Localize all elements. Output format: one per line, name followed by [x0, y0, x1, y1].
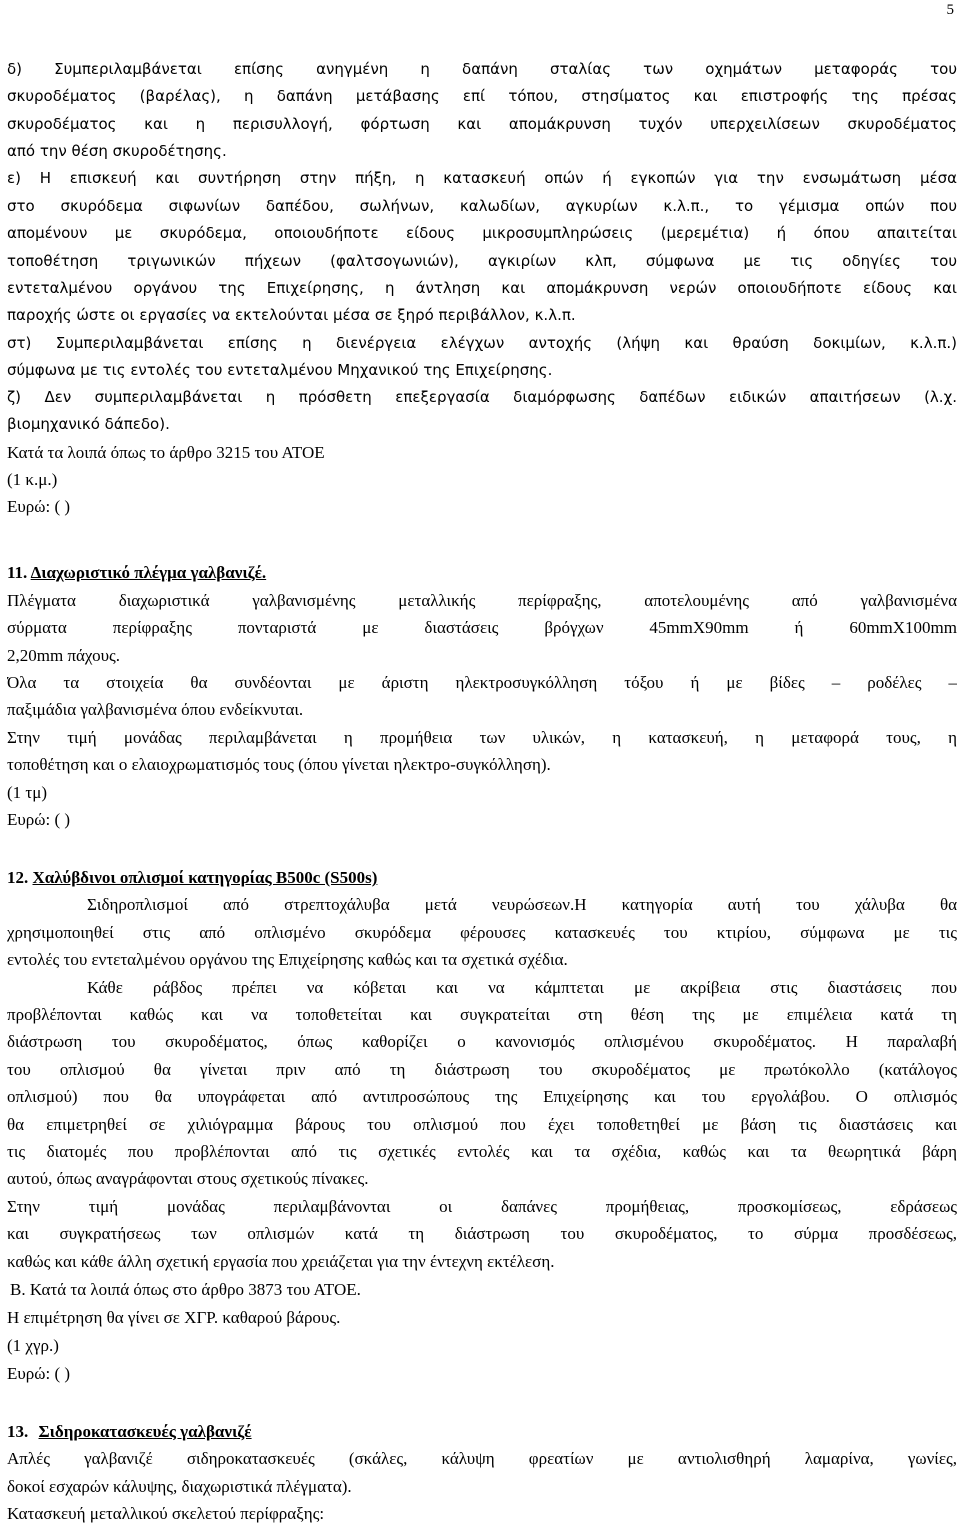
text-line: Στην τιμή μονάδας περιλαμβάνεται η προμήθεια των υλικών, η κατασκευή, η μεταφορά τους, η — [7, 728, 957, 747]
text-line: προβλέπονται καθώς και να τοποθετείται και συγκρατείται στη θέση της με επιμέλεια κατά τη — [7, 1005, 957, 1024]
price-line — [7, 807, 957, 832]
text-line: Όλα τα στοιχεία θα συνδέονται με άριστη ηλεκτροσυγκόλληση τόξου ή με βίδες – ροδέλες – — [7, 673, 957, 692]
section-number: 13. — [7, 1422, 29, 1441]
price-paren-open: ( — [54, 810, 61, 829]
measurement-note: Η επιμέτρηση θα γίνει σε ΧΓΡ. καθαρού βάρους. — [7, 1308, 341, 1327]
text-line: καθώς και κάθε άλλη σχετική εργασία που χρειάζεται για την έντεχνη εκτέλεση. — [7, 1252, 555, 1271]
price-paren-open: ( — [54, 1364, 61, 1383]
text-line: σκυροδέματος (βαρέλας), η δαπάνη μετάβασης επί τόπου, στησίματος και επιστροφής της πρέσας — [7, 87, 957, 105]
text-line: Κατασκευή μεταλλικού σκελετού περίφραξης: — [7, 1504, 325, 1523]
text-line: εντολές του εντεταλμένου οργάνου της Επιχείρησης καθώς και τα σχετικά σχέδια. — [7, 950, 568, 969]
text-line: τις διατομές που προβλέπονται από τις σχετικές εντολές και τα σχέδια, καθώς και τα θεωρητικά βάρη — [7, 1142, 957, 1161]
text-line: δοκοί εσχαρών κάλυψης, διαχωριστικά πλέγματα). — [7, 1477, 352, 1496]
text-line: Απλές γαλβανιζέ σιδηροκατασκευές (σκάλες, κάλυψη φρεατίων με αντιολισθηρή λαμαρίνα, γωνίες, — [7, 1449, 957, 1468]
text-line: διάστρωση του σκυροδέματος, όπως καθορίζει ο κανονισμός οπλισμένου σκυροδέματος. Η παραλαβή — [7, 1032, 957, 1051]
text-line: οπλισμού) που θα υπογράφεται από αντιπροσώπους της Επιχείρησης και του εργολάβου. Ο οπλισμός — [7, 1087, 957, 1106]
section-heading-11 — [7, 560, 957, 585]
text-line: σύρματα περίφραξης πονταριστά με διαστάσεις βρόγχων 45mmX90mm ή 60mmX100mm — [7, 618, 957, 637]
price-paren-close: ) — [64, 810, 71, 829]
text-line: 2,20mm πάχους. — [7, 646, 121, 665]
page-number: 5 — [946, 2, 954, 18]
unit-label: (1 τμ) — [7, 783, 48, 802]
price-paren-close: ) — [64, 1364, 71, 1383]
price-paren-close: ) — [64, 497, 71, 516]
unit-label: (1 χγρ.) — [7, 1336, 59, 1355]
text-line: παξιμάδια γαλβανισμένα όπου ενδείκνυται. — [7, 700, 304, 719]
text-line: ε) Η επισκευή και συντήρηση στην πήξη, η κατασκευή οπών ή εγκοπών για την ενσωμάτωση μέσα — [7, 169, 957, 187]
text-line: ζ) Δεν συμπεριλαμβάνεται η πρόσθετη επεξεργασία διαμόρφωσης δαπέδων ειδικών απαιτήσεων (λ.χ. — [7, 388, 957, 406]
text-line: θα επιμετρηθεί σε χιλιόγραμμα βάρους του οπλισμού που έχει τοποθετηθεί με βάση τις διαστάσεις και — [7, 1115, 957, 1134]
text-line: Στην τιμή μονάδας περιλαμβάνονται οι δαπάνες προμήθειας, προσκομίσεως, εδράσεως — [7, 1197, 957, 1216]
text-line: στο σκυρόδεμα σιφωνίων δαπέδου, σωλήνων, καλωδίων, αγκυρίων κ.λ.π., το γέμισμα οπών που — [7, 197, 957, 215]
text-line: βιομηχανικό δάπεδο). — [7, 415, 170, 433]
article-reference: Κατά τα λοιπά όπως το άρθρο 3215 του ΑΤΟΕ — [7, 443, 325, 462]
text-line: απομένουν με σκυρόδεμα, οποιουδήποτε είδους μικροσυμπληρώσεις (μερεμέτια) ή όπου απαιτείται — [7, 224, 957, 242]
section-title: Χαλύβδινοι οπλισμοί κατηγορίας Β500c (S500s) — [32, 868, 378, 887]
text-line: Πλέγματα διαχωριστικά γαλβανισμένης μεταλλικής περίφραξης, αποτελουμένης από γαλβανισμένα — [7, 591, 957, 610]
text-line: δ) Συμπεριλαμβάνεται επίσης ανηγμένη η δαπάνη σταλίας των οχημάτων μεταφοράς του — [7, 60, 957, 78]
price-line — [7, 1361, 957, 1386]
price-label: Ευρώ: — [7, 497, 51, 516]
price-label: Ευρώ: — [7, 1364, 51, 1383]
text-line: χρησιμοποιηθεί στις από οπλισμένο σκυρόδεμα φέρουσες κατασκευές του κτιρίου, σύμφωνα με τις — [7, 923, 957, 942]
section-number: 12. — [7, 868, 29, 887]
section-number: 11. — [7, 563, 28, 582]
article-reference: Β. Κατά τα λοιπά όπως στο άρθρο 3873 του ΑΤΟΕ. — [10, 1280, 361, 1299]
section-heading-13 — [7, 1419, 957, 1444]
text-line: σύμφωνα με τις εντολές του εντεταλμένου Μηχανικού της Επιχείρησης. — [7, 361, 553, 379]
unit-label: (1 κ.μ.) — [7, 470, 58, 489]
text-line: σκυροδέματος και η περισυλλογή, φόρτωση και απομάκρυνση τυχόν υπερχειλίσεων σκυροδέματος — [7, 115, 957, 133]
text-line: στ) Συμπεριλαμβάνεται επίσης η διενέργεια ελέγχων αντοχής (λήψη και θραύση δοκιμίων, κ.λ.π.) — [7, 334, 957, 352]
text-line: του οπλισμού θα γίνεται πριν από τη διάστρωση του σκυροδέματος με πρωτόκολλο (κατάλογος — [7, 1060, 957, 1079]
price-paren-open: ( — [54, 497, 61, 516]
price-line — [7, 494, 957, 519]
text-line: παροχής ώστε οι εργασίες να εκτελούνται μέσα σε ξηρό περιβάλλον, κ.λ.π. — [7, 306, 576, 324]
text-line: Κάθε ράβδος πρέπει να κόβεται και να κάμπτεται με ακρίβεια στις διαστάσεις που — [87, 978, 957, 997]
text-line: και συγκρατήσεως των οπλισμών κατά τη διάστρωση του σκυροδέματος, το σύρμα προσδέσεως, — [7, 1224, 957, 1243]
text-line: εντεταλμένου οργάνου της Επιχείρησης, η άντληση και απομάκρυνση νερών οποιουδήποτε είδους και — [7, 279, 957, 297]
text-line: τοποθέτηση και ο ελαιοχρωματισμός τους (όπου γίνεται ηλεκτρο-συγκόλληση). — [7, 755, 551, 774]
price-label: Ευρώ: — [7, 810, 51, 829]
text-line: τοποθέτηση τριγωνικών πήχεων (φαλτσογωνιών), αγκιρίων κλπ, σύμφωνα με τις οδηγίες του — [7, 252, 957, 270]
section-title: Σιδηροκατασκευές γαλβανιζέ — [38, 1422, 252, 1441]
text-line: από την θέση σκυροδέτησης. — [7, 142, 227, 160]
section-title: Διαχωριστικό πλέγμα γαλβανιζέ. — [30, 563, 267, 582]
text-line: αυτού, όπως αναγράφονται στους σχετικούς πίνακες. — [7, 1169, 369, 1188]
section-heading-12 — [7, 865, 957, 890]
text-line: Σιδηροπλισμοί από στρεπτοχάλυβα μετά νευρώσεων.Η κατηγορία αυτή του χάλυβα θα — [87, 895, 957, 914]
